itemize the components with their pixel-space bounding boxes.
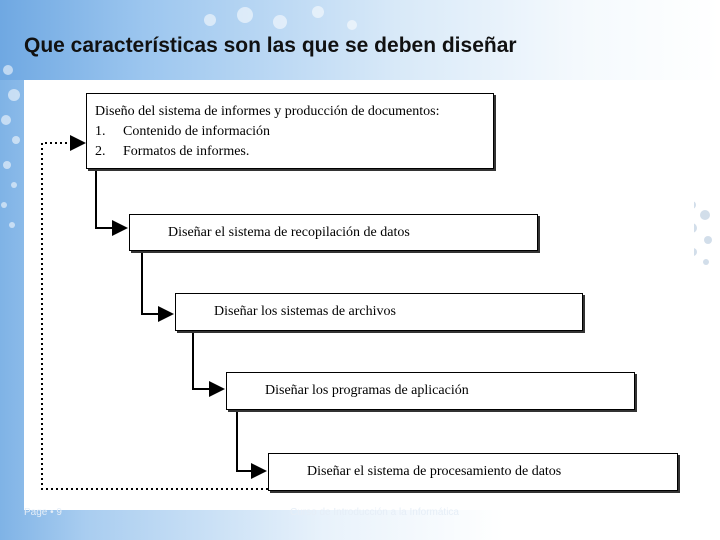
list-item: 1. Contenido de información <box>95 124 270 139</box>
step-box-heading: Diseño del sistema de informes y producción de documentos: <box>95 104 440 119</box>
step-box-label: Diseñar el sistema de recopilación de datos <box>168 224 410 240</box>
step-box-label: Diseñar los sistemas de archivos <box>214 304 396 319</box>
step-box-application-programs <box>226 372 635 410</box>
step-box-report-design <box>86 93 494 169</box>
page-number: Page • 9 <box>24 507 62 518</box>
step-box-file-systems <box>175 293 583 331</box>
step-box-data-collection <box>129 214 538 251</box>
step-box-data-processing <box>268 453 678 491</box>
step-box-label: Diseñar el sistema de procesamiento de datos <box>307 464 562 479</box>
list-item: 2. Formatos de informes. <box>95 144 250 159</box>
step-box-label: Diseñar los programas de aplicación <box>265 383 469 398</box>
footer-text: Curso de Introducción a la Informática <box>290 507 459 518</box>
slide-title: Que características son las que se deben diseñar <box>24 34 517 57</box>
